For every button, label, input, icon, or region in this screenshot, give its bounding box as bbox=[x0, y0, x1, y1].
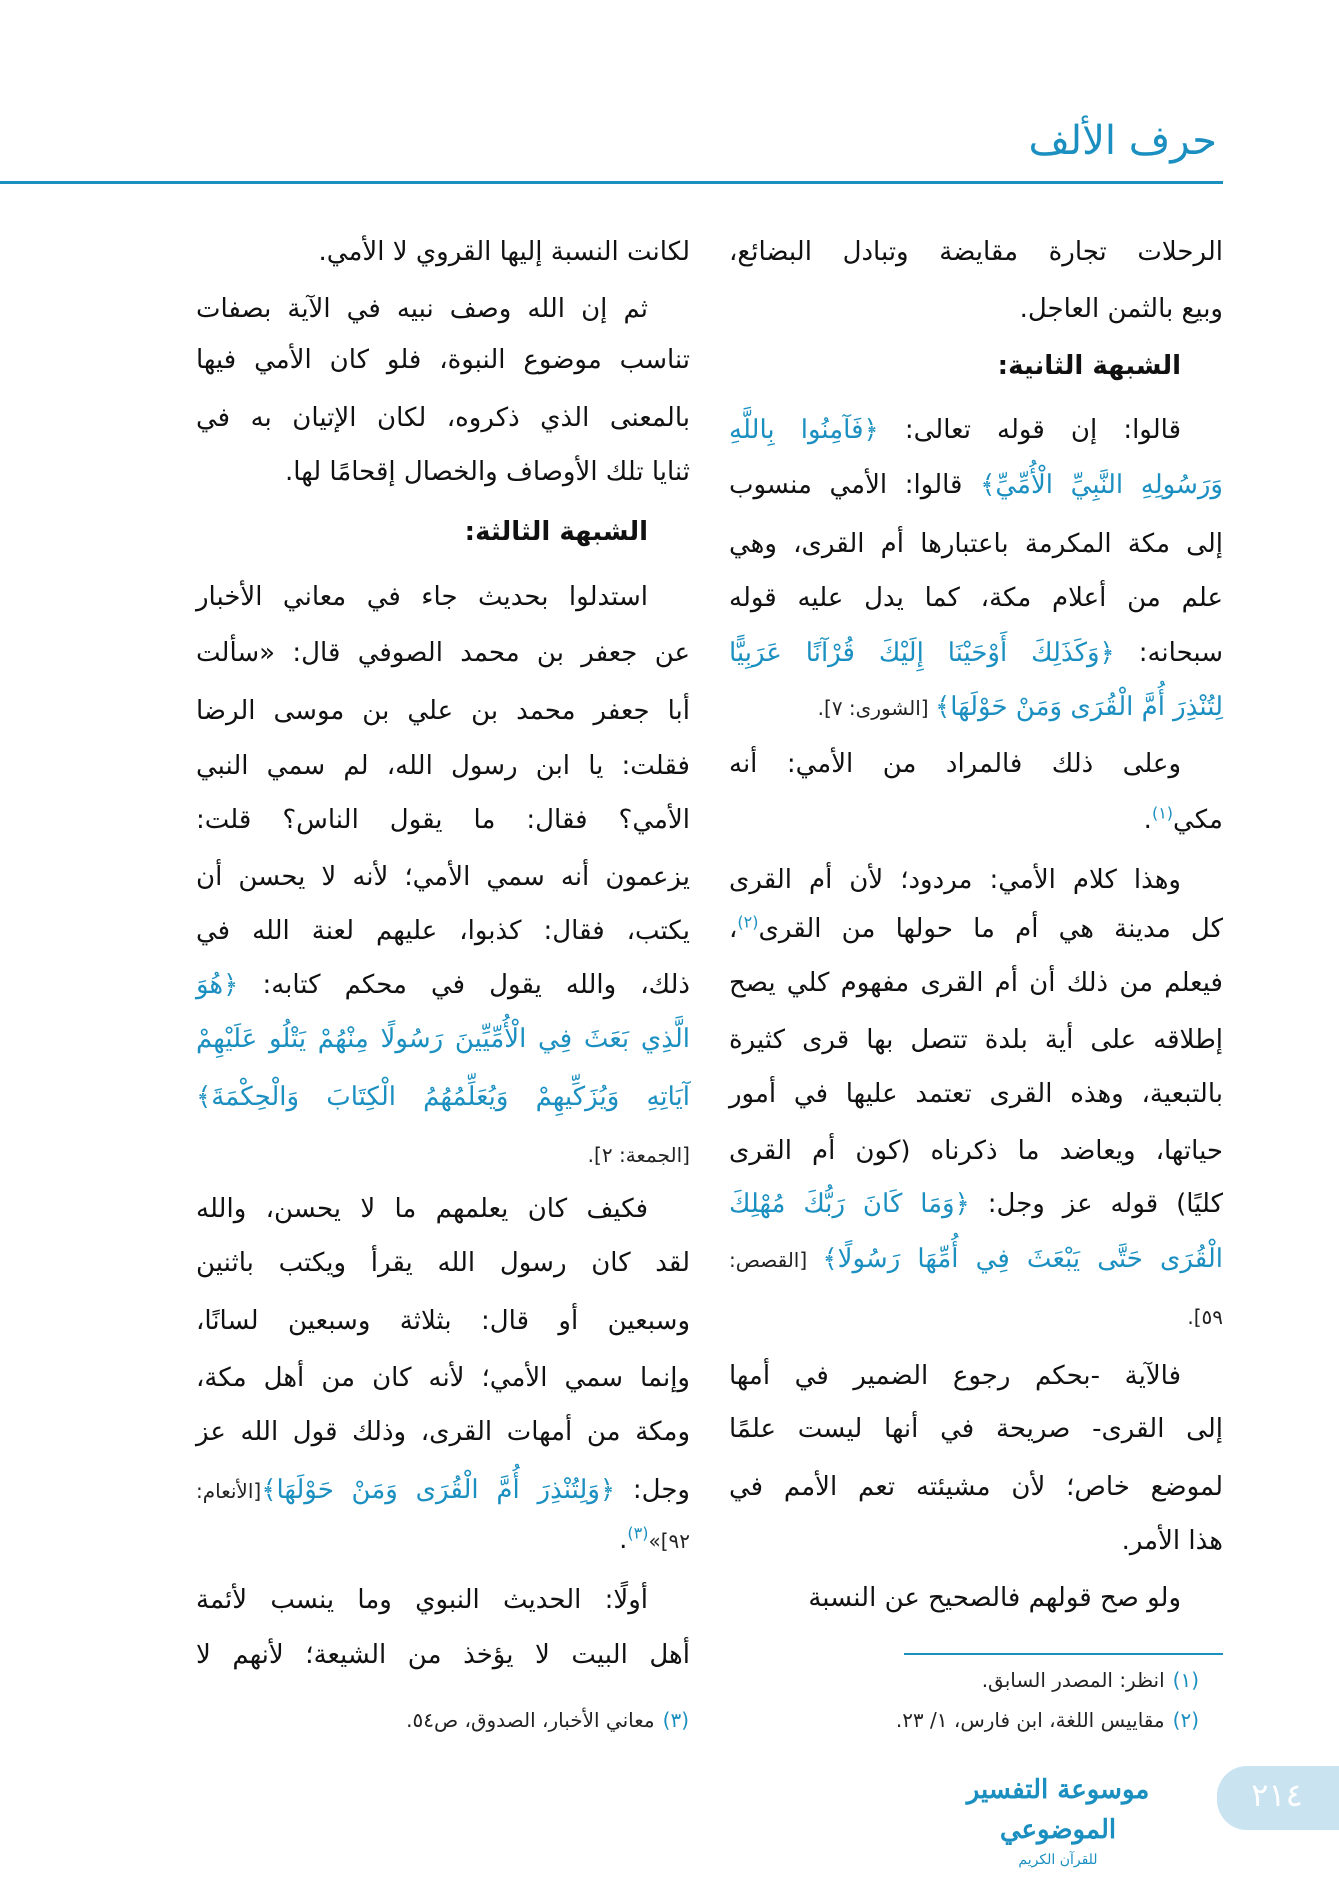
text-line bbox=[729, 1403, 1223, 1455]
body-text: قالوا: الأمي منسوب bbox=[729, 470, 981, 500]
verse-reference: [القصص: bbox=[729, 1248, 823, 1272]
body-text: إلى مكة المكرمة باعتبارها أم القرى، وهي bbox=[729, 529, 1223, 559]
footnote-1 bbox=[982, 1668, 1199, 1692]
text-line bbox=[729, 226, 1223, 278]
footnote-text: انظر: المصدر السابق. bbox=[981, 1668, 1165, 1692]
body-text: علم من أعلام مكة، كما يدل عليه قوله bbox=[729, 583, 1223, 613]
footnote-marker[interactable]: (٣) bbox=[627, 1523, 649, 1543]
section-heading: الشبهة الثانية: bbox=[997, 351, 1181, 381]
text-line bbox=[729, 340, 1223, 392]
footnote-number: (٢) bbox=[1172, 1708, 1199, 1732]
footnote-3 bbox=[406, 1708, 689, 1732]
body-text: الأمي؟ فقال: ما يقول الناس؟ قلت: bbox=[196, 805, 690, 835]
quran-verse: الْقُرَى حَتَّى يَبْعَثَ فِي أُمِّهَا رَسُولًا﴾ bbox=[822, 1244, 1223, 1274]
text-line bbox=[729, 903, 1223, 955]
body-text: حياتها، ويعاضد ما ذكرناه (كون أم القرى bbox=[729, 1136, 1223, 1166]
quran-verse: الَّذِي بَعَثَ فِي الْأُمِّيِّينَ رَسُولًا مِنْهُمْ يَتْلُو عَلَيْهِمْ bbox=[196, 1024, 690, 1054]
quran-verse: ﴿وَمَا كَانَ رَبُّكَ مُهْلِكَ bbox=[729, 1189, 970, 1219]
body-text: تناسب موضوع النبوة، فلو كان الأمي فيها bbox=[196, 345, 690, 375]
body-text: كليًا) قوله عز وجل: bbox=[969, 1189, 1223, 1219]
text-line bbox=[729, 1178, 1223, 1230]
header-divider bbox=[0, 181, 1223, 184]
body-text: . bbox=[619, 1525, 628, 1555]
footnote-separator bbox=[904, 1653, 1223, 1655]
footnote-number: (٣) bbox=[662, 1708, 689, 1732]
section-heading: الشبهة الثالثة: bbox=[464, 517, 648, 547]
verse-reference: [الجمعة: ٢]. bbox=[587, 1143, 690, 1167]
body-text: مكي bbox=[1173, 805, 1223, 835]
body-text: فقلت: يا ابن رسول الله، لم سمي النبي bbox=[196, 751, 690, 781]
text-line bbox=[196, 1352, 690, 1404]
body-text: إطلاقه على أية بلدة تتصل بها قرى كثيرة bbox=[729, 1025, 1223, 1055]
text-line bbox=[196, 392, 690, 444]
body-text: ومكة من أمهات القرى، وذلك قول الله عز bbox=[196, 1417, 690, 1447]
body-text: ثنايا تلك الأوصاف والخصال إقحامًا لها. bbox=[285, 457, 690, 487]
body-text: يزعمون أنه سمي الأمي؛ لأنه لا يحسن أن bbox=[196, 862, 690, 892]
text-line bbox=[729, 738, 1223, 790]
text-line bbox=[196, 1574, 690, 1626]
text-line bbox=[729, 854, 1223, 906]
footnote-marker[interactable]: (٢) bbox=[737, 912, 759, 932]
text-line bbox=[196, 283, 690, 335]
text-line bbox=[729, 1350, 1223, 1402]
quran-verse: ﴿فَآمِنُوا بِاللَّهِ bbox=[729, 415, 879, 445]
text-line bbox=[196, 905, 690, 957]
body-text: ولو صح قولهم فالصحيح عن النسبة bbox=[808, 1583, 1181, 1613]
footnote-text: معاني الأخبار، الصدوق، ص٥٤. bbox=[406, 1708, 655, 1732]
body-text: وعلى ذلك فالمراد من الأمي: أنه bbox=[729, 749, 1181, 779]
body-text: استدلوا بحديث جاء في معاني الأخبار bbox=[196, 582, 648, 612]
text-line bbox=[196, 334, 690, 386]
text-line bbox=[729, 681, 1223, 733]
verse-reference: ٥٩]. bbox=[1187, 1305, 1223, 1329]
verse-reference: [الأنعام: bbox=[196, 1479, 262, 1503]
verse-reference: ٩٢]» bbox=[648, 1529, 690, 1553]
text-line bbox=[729, 518, 1223, 570]
text-line bbox=[196, 506, 690, 558]
footnote-number: (١) bbox=[1172, 1668, 1199, 1692]
quran-verse: لِتُنْذِرَ أُمَّ الْقُرَى وَمَنْ حَوْلَهَا﴾ bbox=[934, 692, 1223, 722]
text-line bbox=[196, 1406, 690, 1458]
text-line bbox=[196, 1183, 690, 1235]
body-text: ذلك، والله يقول في محكم كتابه: bbox=[238, 970, 690, 1000]
text-line bbox=[729, 1014, 1223, 1066]
text-line bbox=[196, 1464, 690, 1516]
text-line bbox=[729, 1125, 1223, 1177]
text-line bbox=[729, 459, 1223, 511]
text-line bbox=[196, 1295, 690, 1347]
body-text: الرحلات تجارة مقايضة وتبادل البضائع، bbox=[729, 237, 1223, 267]
body-text: بالتبعية، وهذه القرى تعتمد عليها في أمور bbox=[729, 1079, 1223, 1109]
footnote-2 bbox=[896, 1708, 1199, 1732]
body-text: لقد كان رسول الله يقرأ ويكتب باثنين bbox=[196, 1248, 690, 1278]
body-text: فالآية -بحكم رجوع الضمير في أمها bbox=[729, 1361, 1181, 1391]
text-line bbox=[729, 1233, 1223, 1285]
text-line bbox=[196, 1071, 690, 1123]
footnote-text: مقاييس اللغة، ابن فارس، ١/ ٢٣. bbox=[895, 1708, 1165, 1732]
text-line bbox=[196, 1013, 690, 1065]
body-text: أهل البيت لا يؤخذ من الشيعة؛ لأنهم لا bbox=[196, 1640, 690, 1670]
text-line bbox=[196, 740, 690, 792]
quran-verse: ﴿هُوَ bbox=[196, 970, 239, 1000]
text-line bbox=[196, 1128, 690, 1180]
text-line bbox=[729, 404, 1223, 456]
body-text: وهذا كلام الأمي: مردود؛ لأن أم القرى bbox=[729, 865, 1181, 895]
text-line bbox=[729, 794, 1223, 846]
text-line bbox=[196, 1514, 690, 1566]
text-line bbox=[196, 685, 690, 737]
logo-title: موسوعة التفسير الموضوعي bbox=[966, 1775, 1150, 1845]
body-text: فيعلم من ذلك أن أم القرى مفهوم كلي يصح bbox=[729, 968, 1223, 998]
quran-verse: ﴿وَلِتُنْذِرَ أُمَّ الْقُرَى وَمَنْ حَوْلَهَا﴾ bbox=[261, 1475, 616, 1505]
body-text: وسبعين أو قال: بثلاثة وسبعين لسانًا، bbox=[196, 1306, 690, 1336]
page-number: ٢١٤ bbox=[1251, 1776, 1303, 1814]
text-line bbox=[196, 226, 690, 278]
text-line bbox=[729, 283, 1223, 335]
body-text: ثم إن الله وصف نبيه في الآية بصفات bbox=[196, 294, 648, 324]
body-text: سبحانه: bbox=[1114, 638, 1223, 668]
quran-verse: وَرَسُولِهِ النَّبِيِّ الْأُمِّيِّ﴾ bbox=[980, 470, 1223, 500]
body-text: هذا الأمر. bbox=[1121, 1526, 1223, 1556]
text-line bbox=[196, 851, 690, 903]
body-text: . bbox=[1143, 805, 1152, 835]
body-text: يكتب، فقال: كذبوا، عليهم لعنة الله في bbox=[196, 916, 690, 946]
quran-verse: آيَاتِهِ وَيُزَكِّيهِمْ وَيُعَلِّمُهُمُ الْكِتَابَ وَالْحِكْمَةَ﴾ bbox=[196, 1082, 690, 1112]
text-line bbox=[196, 1629, 690, 1681]
footnote-marker[interactable]: (١) bbox=[1151, 803, 1174, 823]
body-text: وإنما سمي الأمي؛ لأنه كان من أهل مكة، bbox=[196, 1363, 690, 1393]
text-line bbox=[729, 572, 1223, 624]
text-line bbox=[196, 446, 690, 498]
body-text: ، bbox=[729, 914, 738, 944]
text-line bbox=[196, 959, 690, 1011]
body-text: فكيف كان يعلمهم ما لا يحسن، والله bbox=[196, 1194, 648, 1224]
body-text: لموضع خاص؛ لأن مشيئته تعم الأمم في bbox=[729, 1472, 1223, 1502]
body-text: كل مدينة هي أم ما حولها من القرى bbox=[758, 914, 1223, 944]
text-line bbox=[729, 1461, 1223, 1513]
body-text: وجل: bbox=[615, 1475, 690, 1505]
text-line bbox=[729, 1290, 1223, 1342]
text-line bbox=[729, 1068, 1223, 1120]
quran-verse: ﴿وَكَذَلِكَ أَوْحَيْنَا إِلَيْكَ قُرْآنًا عَرَبِيًّا bbox=[729, 638, 1115, 668]
body-text: إلى القرى- صريحة في أنها ليست علمًا bbox=[729, 1414, 1223, 1444]
logo-subtitle: للقرآن الكريم bbox=[1018, 1852, 1098, 1868]
text-line bbox=[729, 1515, 1223, 1567]
body-text: لكانت النسبة إليها القروي لا الأمي. bbox=[318, 237, 690, 267]
body-text: وبيع بالثمن العاجل. bbox=[1019, 294, 1223, 324]
text-line bbox=[196, 794, 690, 846]
body-text: أبا جعفر محمد بن علي بن موسى الرضا bbox=[196, 696, 690, 726]
verse-reference: [الشورى: ٧]. bbox=[817, 696, 935, 720]
chapter-title: حرف الألف bbox=[1028, 118, 1217, 164]
text-line bbox=[729, 627, 1223, 679]
text-line bbox=[196, 571, 690, 623]
text-line bbox=[196, 1237, 690, 1289]
encyclopedia-logo bbox=[934, 1770, 1182, 1868]
body-text: عن جعفر بن محمد الصوفي قال: «سألت bbox=[196, 638, 690, 668]
body-text: قالوا: إن قوله تعالى: bbox=[878, 415, 1182, 445]
text-line bbox=[729, 957, 1223, 1009]
body-text: بالمعنى الذي ذكروه، لكان الإتيان به في bbox=[196, 403, 690, 433]
body-text: أولًا: الحديث النبوي وما ينسب لأئمة bbox=[196, 1585, 648, 1615]
text-line bbox=[729, 1572, 1223, 1624]
text-line bbox=[196, 627, 690, 679]
